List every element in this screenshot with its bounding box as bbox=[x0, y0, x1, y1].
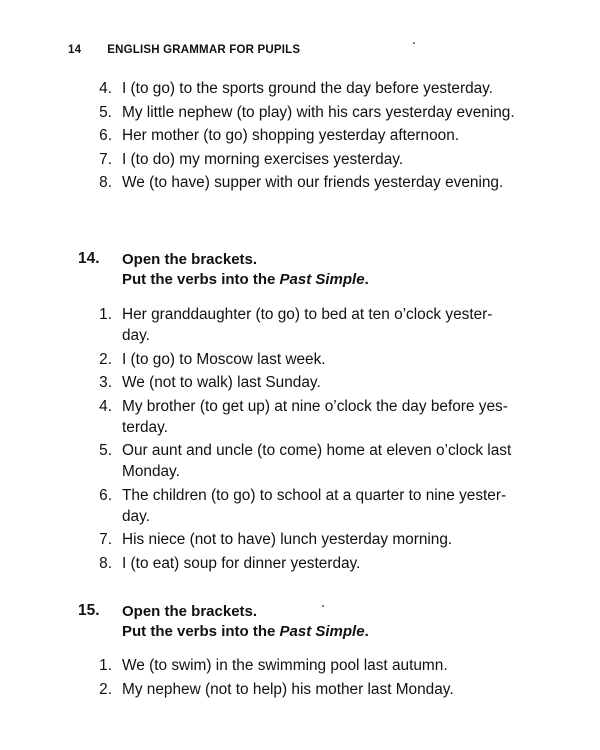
exercise-number: 14. bbox=[78, 250, 100, 267]
list-item: 7. I (to do) my morning exercises yesterday. bbox=[99, 150, 404, 168]
exercise-15-list bbox=[0, 655, 600, 702]
exercise-instruction: Open the brackets. bbox=[122, 251, 258, 268]
list-item: 5. My little nephew (to play) with his cars yesterday evening. bbox=[99, 103, 515, 121]
list-item: 5. Our aunt and uncle (to come) home at eleven o’clock last Monday. bbox=[99, 442, 512, 480]
list-item: 6. The children (to go) to school at a quarter to nine yester- day. bbox=[99, 486, 507, 525]
list-item: 8. I (to eat) soup for dinner yesterday. bbox=[99, 554, 361, 572]
list-item: 4. My brother (to get up) at nine o’clock the day before yes- terday. bbox=[99, 397, 508, 436]
list-item: 7. His niece (not to have) lunch yesterday morning. bbox=[99, 531, 453, 548]
list-item: 1. We (to swim) in the swimming pool last autumn. bbox=[99, 657, 448, 674]
exercise-instruction-2: Put the verbs into the Past Simple. bbox=[122, 623, 369, 640]
list-item: 3. We (not to walk) last Sunday. bbox=[99, 374, 321, 391]
speck-mark bbox=[413, 42, 415, 44]
exercise-instruction: Open the brackets. bbox=[122, 603, 258, 620]
list-item: 8. We (to have) supper with our friends yesterday evening. bbox=[99, 174, 504, 191]
list-item: 2. My nephew (not to help) his mother last Monday. bbox=[99, 680, 454, 698]
exercise-number: 15. bbox=[78, 602, 100, 619]
list-item: 2. I (to go) to Moscow last week. bbox=[99, 350, 326, 368]
page-number: 14 bbox=[68, 44, 82, 56]
list-item: 6. Her mother (to go) shopping yesterday afternoon. bbox=[99, 127, 460, 144]
continued-exercise-list bbox=[0, 78, 600, 196]
page-header bbox=[68, 44, 300, 56]
exercise-instruction-2: Put the verbs into the Past Simple. bbox=[122, 271, 369, 288]
exercise-14-list bbox=[0, 304, 600, 576]
list-item: 1. Her granddaughter (to go) to bed at ten o’clock yester- day. bbox=[99, 306, 493, 344]
list-item: 4. I (to go) to the sports ground the day before yesterday. bbox=[99, 80, 494, 97]
speck-mark bbox=[322, 605, 324, 607]
book-title: ENGLISH GRAMMAR FOR PUPILS bbox=[107, 44, 301, 56]
